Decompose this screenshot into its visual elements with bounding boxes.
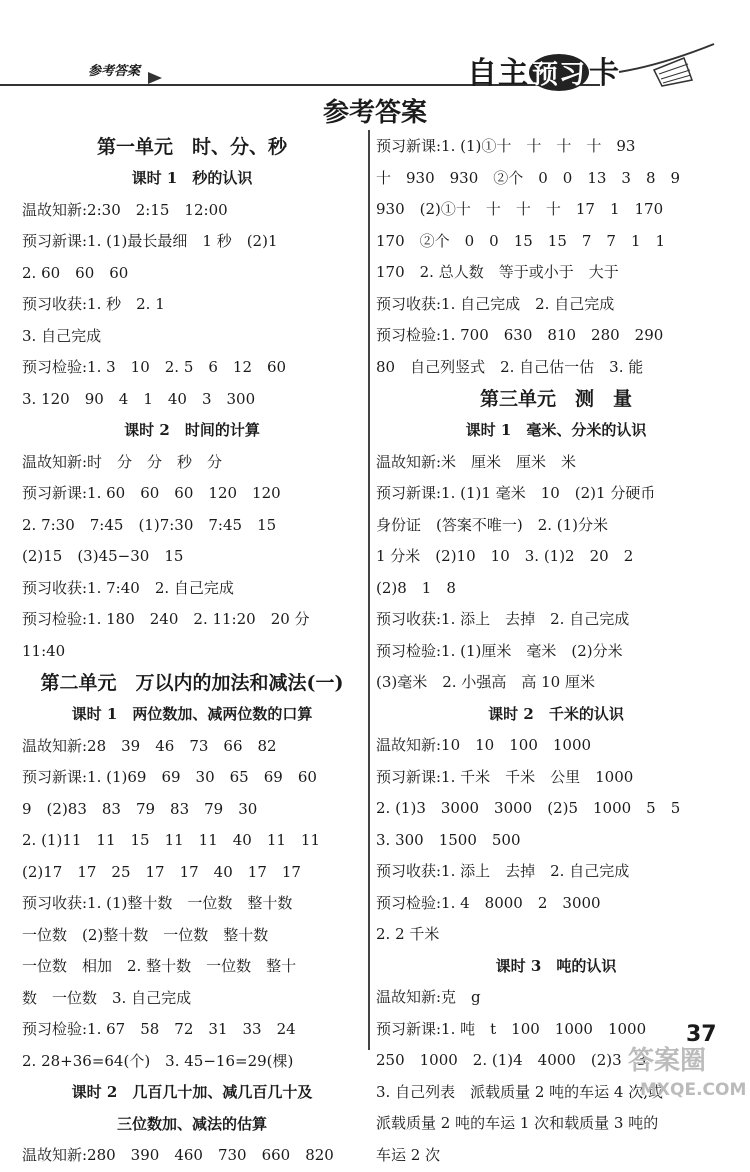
left-column — [22, 131, 362, 1172]
page-title: 参考答案 — [322, 98, 427, 128]
answer-line: 温故知新:10 10 100 1000 — [376, 736, 592, 754]
answer-line: 身份证 (答案不唯一) 2. (1)分米 — [376, 515, 609, 534]
answer-line: (3)毫米 2. 小强高 高 10 厘米 — [376, 673, 595, 691]
watermark-logo: 答案圈 — [628, 1046, 707, 1076]
page-number: 37 — [686, 1022, 717, 1047]
answer-line: 预习收获:1. 7:40 2. 自己完成 — [22, 578, 234, 597]
answer-line: 预习检验:1. 700 630 810 280 290 — [376, 326, 664, 344]
answer-line: 2. (1)3 3000 3000 (2)5 1000 5 5 — [376, 799, 681, 817]
feather-pen-icon — [614, 40, 724, 90]
answer-line: 170 2. 总人数 等于或小于 大于 — [376, 263, 619, 281]
answer-line: 170 ②个 0 0 15 15 7 7 1 1 — [376, 231, 666, 250]
watermark-url: MXQE.COM — [640, 1080, 747, 1100]
answer-line: 温故知新:2:30 2:15 12:00 — [22, 200, 228, 219]
answer-line: 2. (1)11 11 15 11 11 40 11 11 — [22, 831, 321, 849]
answer-line: 2. 28+36=64(个) 3. 45−16=29(棵) — [22, 1051, 294, 1070]
answer-line: 预习检验:1. 67 58 72 31 33 24 — [22, 1020, 296, 1038]
lesson-heading: 课时 3 吨的认识 — [495, 956, 617, 975]
answer-line: 车运 2 次 — [376, 1145, 441, 1164]
answer-line: 十 930 930 ②个 0 0 13 3 8 9 — [376, 168, 681, 187]
header-arrow-icon — [148, 72, 162, 84]
answer-line: 3. 300 1500 500 — [376, 830, 521, 849]
answer-line: 预习新课:1. (1)最长最细 1 秒 (2)1 — [22, 232, 278, 250]
answer-line: 一位数 (2)整十数 一位数 整十数 — [22, 925, 269, 944]
answer-line: 预习收获:1. (1)整十数 一位数 整十数 — [22, 894, 293, 912]
answer-line: 预习检验:1. 3 10 2. 5 6 12 60 — [22, 358, 287, 376]
answer-line: 预习收获:1. 添上 去掉 2. 自己完成 — [376, 862, 630, 880]
answer-line: 预习收获:1. 自己完成 2. 自己完成 — [376, 294, 615, 313]
answer-line: 派载质量 2 吨的车运 1 次和载质量 3 吨的 — [376, 1114, 659, 1132]
answer-line: 数 一位数 3. 自己完成 — [22, 988, 192, 1007]
answer-line: (2)17 17 25 17 17 40 17 17 — [22, 862, 301, 881]
answer-line: 预习新课:1. (1)1 毫米 10 (2)1 分硬币 — [376, 484, 656, 502]
lesson-heading: 课时 1 秒的认识 — [131, 169, 253, 187]
answer-line: 预习检验:1. (1)厘米 毫米 (2)分米 — [376, 641, 623, 660]
header-section-label: 参考答案 — [88, 64, 141, 79]
right-column — [376, 131, 736, 1171]
answer-line: 温故知新:280 390 460 730 660 820 — [22, 1146, 334, 1164]
lesson-heading: 课时 2 千米的认识 — [488, 704, 624, 723]
answer-line: 预习新课:1. 吨 t 100 1000 1000 — [376, 1019, 647, 1038]
unit-heading: 第二单元 万以内的加法和减法(一) — [40, 672, 344, 694]
answer-line: 一位数 相加 2. 整十数 一位数 整十 — [22, 957, 297, 975]
answer-line: 温故知新:米 厘米 厘米 米 — [376, 452, 577, 471]
answer-line: 预习新课:1. (1)69 69 30 65 69 60 — [22, 768, 317, 786]
lesson-heading: 课时 2 时间的计算 — [124, 421, 260, 439]
answer-line: 80 自己列竖式 2. 自己估一估 3. 能 — [376, 357, 644, 376]
answer-line: 预习收获:1. 添上 去掉 2. 自己完成 — [376, 610, 630, 628]
column-divider — [368, 130, 370, 1050]
answer-line: 930 (2)①十 十 十 十 17 1 170 — [376, 200, 664, 218]
answer-line: 温故知新:时 分 分 秒 分 — [22, 452, 223, 471]
lesson-heading: 三位数加、减法的估算 — [116, 1114, 267, 1133]
answer-line: 预习新课:1. 千米 千米 公里 1000 — [376, 767, 634, 786]
answer-line: 预习检验:1. 4 8000 2 3000 — [376, 893, 601, 912]
answer-line: (2)15 (3)45−30 15 — [22, 547, 184, 565]
answer-line: 3. 120 90 4 1 40 3 300 — [22, 389, 256, 408]
answer-line: 2. 7:30 7:45 (1)7:30 7:45 15 — [22, 515, 277, 534]
answer-line: 预习收获:1. 秒 2. 1 — [22, 295, 165, 313]
answer-line: 250 1000 2. (1)4 4000 (2)3 3 — [376, 1051, 647, 1069]
unit-heading: 第一单元 时、分、秒 — [96, 136, 287, 158]
lesson-heading: 课时 1 两位数加、减两位数的口算 — [71, 705, 313, 723]
answer-line: 温故知新:28 39 46 73 66 82 — [22, 736, 277, 755]
brand-part-3: 卡 — [589, 56, 621, 91]
answer-line: 预习新课:1. (1)①十 十 十 十 93 — [376, 137, 636, 155]
answer-line: 11:40 — [22, 641, 66, 660]
answer-line: 3. 自己完成 — [22, 326, 102, 345]
lesson-heading: 课时 2 几百几十加、减几百几十及 — [71, 1083, 313, 1101]
unit-heading: 第三单元 测 量 — [479, 388, 632, 410]
answer-line: 3. 自己列表 派载质量 2 吨的车运 4 次,或 — [376, 1082, 664, 1101]
answer-line: 2. 60 60 60 — [22, 263, 129, 282]
answer-line: 预习新课:1. 60 60 60 120 120 — [22, 484, 281, 502]
brand-part-2: 预习 — [529, 54, 589, 91]
brand-part-1: 自主 — [467, 56, 529, 91]
answer-line: 预习检验:1. 180 240 2. 11:20 20 分 — [22, 610, 310, 628]
lesson-heading: 课时 1 毫米、分米的认识 — [465, 421, 647, 439]
answer-line: 2. 2 千米 — [376, 925, 440, 943]
answer-line: 9 (2)83 83 79 83 79 30 — [22, 799, 258, 818]
brand-logo — [467, 48, 620, 92]
answer-line: (2)8 1 8 — [376, 578, 456, 597]
answer-line: 温故知新:克 g — [376, 988, 481, 1006]
answer-line: 1 分米 (2)10 10 3. (1)2 20 2 — [376, 547, 634, 565]
